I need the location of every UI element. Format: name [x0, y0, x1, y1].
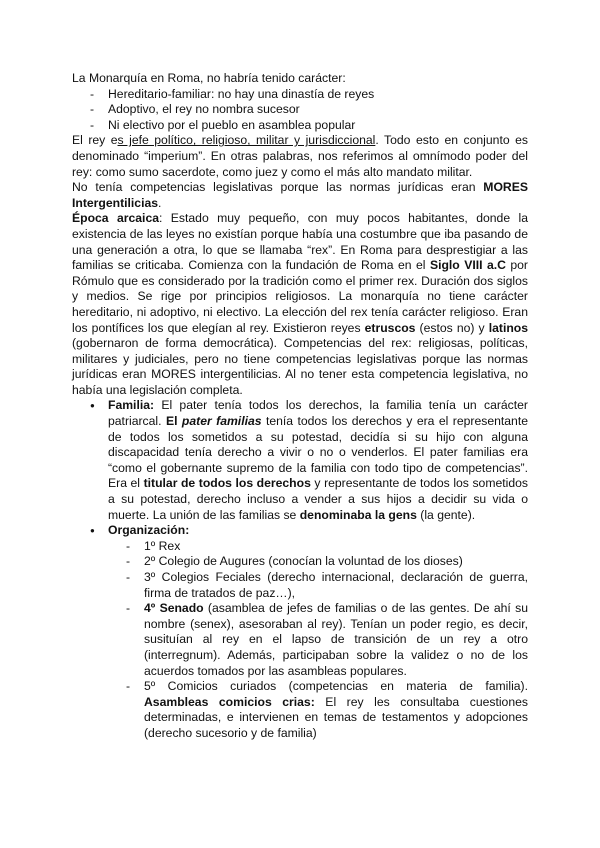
org-item-comicios: - 5º Comicios curiados (competencias en materia de familia). Asambleas comicios crias: El rey les consultaba cuestiones determinadas, e intervienen en temas de testamentos y adopciones (derecho sucesorio y de familia) — [72, 679, 528, 741]
epoca-arcaica-paragraph: Época arcaica: Estado muy pequeño, con muy pocos habitantes, donde la existencia de las leyes no existían porque había una costumbre que iba pasando de una generación a otra, lo que se llamaba “rex”. En Roma para desprestigiar a las familias se criticaba. Comienza con la fundación de Roma en el Siglo VIII a.C por Rómulo que es considerado por la tradición como el primer rex. Duración dos siglos y medios. Se rige por principios religiosos. La monarquía no tiene carácter hereditario, ni adoptivo, ni electivo. La elección del rex tenía carácter religioso. Eran los pontífices los que elegían al rey. Existieron reyes etruscos (estos no) y latinos (gobernaron de forma democrática). Competencias del rex: religiosas, políticas, militares y judiciales, pero no tiene competencias legislativas porque las normas jurídicas eran MORES intergentilicias. Al no tener esta competencia legislativa, no había una legislación completa. — [72, 211, 528, 397]
epoca-arcaica-title: Época arcaica — [72, 211, 159, 226]
dash-item-hereditario: - Hereditario-familiar: no hay una dinastía de reyes — [72, 87, 528, 103]
senado-bold: 4º Senado — [144, 601, 204, 616]
dash-item-adoptivo: - Adoptivo, el rey no nombra sucesor — [72, 102, 528, 118]
gens-bold: denominaba la gens — [299, 507, 417, 522]
familia-label: Familia: — [108, 398, 155, 413]
pater-familias-bold-italic: pater familias — [181, 414, 262, 429]
org-item-rex: - 1º Rex — [72, 539, 528, 555]
intro-line: La Monarquía en Roma, no habría tenido carácter: — [72, 71, 346, 85]
siglo-bold: Siglo VIII a.C — [429, 258, 506, 273]
rey-paragraph: El rey es jefe político, religioso, militar y jurisdiccional. Todo esto en conjunto es denominado “imperium”. En otras palabras, nos referimos al omnímodo poder del rey: como sumo sacerdote, como juez y como el más alto mandato militar. — [72, 133, 528, 179]
rey-powers-underlined: s jefe político, religioso, militar y jurisdiccional — [117, 133, 376, 148]
latinos-bold: latinos — [488, 320, 528, 335]
dash-list — [72, 87, 528, 134]
etruscos-bold: etruscos — [364, 320, 416, 335]
asambleas-bold: Asambleas comicios crias: — [144, 694, 315, 709]
org-item-senado: - 4º Senado (asamblea de jefes de familias o de las gentes. De ahí su nombre (senex), asesoraban al rey). Tenían un poder regio, es decir, susituían al rey en el lapso de transición de un rey a otro (interregnum). Además, participaban sobre la validez o no de los acuerdos tomados por las asambleas populares. — [72, 601, 528, 679]
org-item-feciales: - 3º Colegios Feciales (derecho internacional, declaración de guerra, firma de tratados de paz…), — [72, 570, 528, 601]
org-item-augures: - 2º Colegio de Augures (conocían la voluntad de los dioses) — [72, 554, 528, 570]
bullet-organizacion — [72, 523, 528, 539]
bullet-familia: ● Familia: El pater tenía todos los derechos, la familia tenía un carácter patriarcal. El pater familias tenía todos los derechos y era el representante de todos los sometidos a su potestad, decidía si su hijo con alguna discapacidad tenía derecho a vivir o no o venderlos. El pater familias era “como el gobernante supremo de la familia con todo tipo de competencias”. Era el titular de todos los derechos y representante de todos los sometidos a su potestad, derecho incluso a vender a sus hijos a decidir su vida o muerte. La unión de las familias se denominaba la gens (la gente). — [72, 398, 528, 523]
organizacion-label: Organización: — [108, 523, 190, 538]
document-page — [72, 71, 528, 742]
legislativas-paragraph: No tenía competencias legislativas porque las normas jurídicas eran MORES Intergentilicias. — [72, 180, 528, 210]
dash-item-electivo: - Ni electivo por el pueblo en asamblea popular — [72, 118, 528, 134]
mores-bold: MORES Intergentilicias — [72, 180, 528, 210]
titular-bold: titular de todos los derechos — [143, 476, 311, 491]
